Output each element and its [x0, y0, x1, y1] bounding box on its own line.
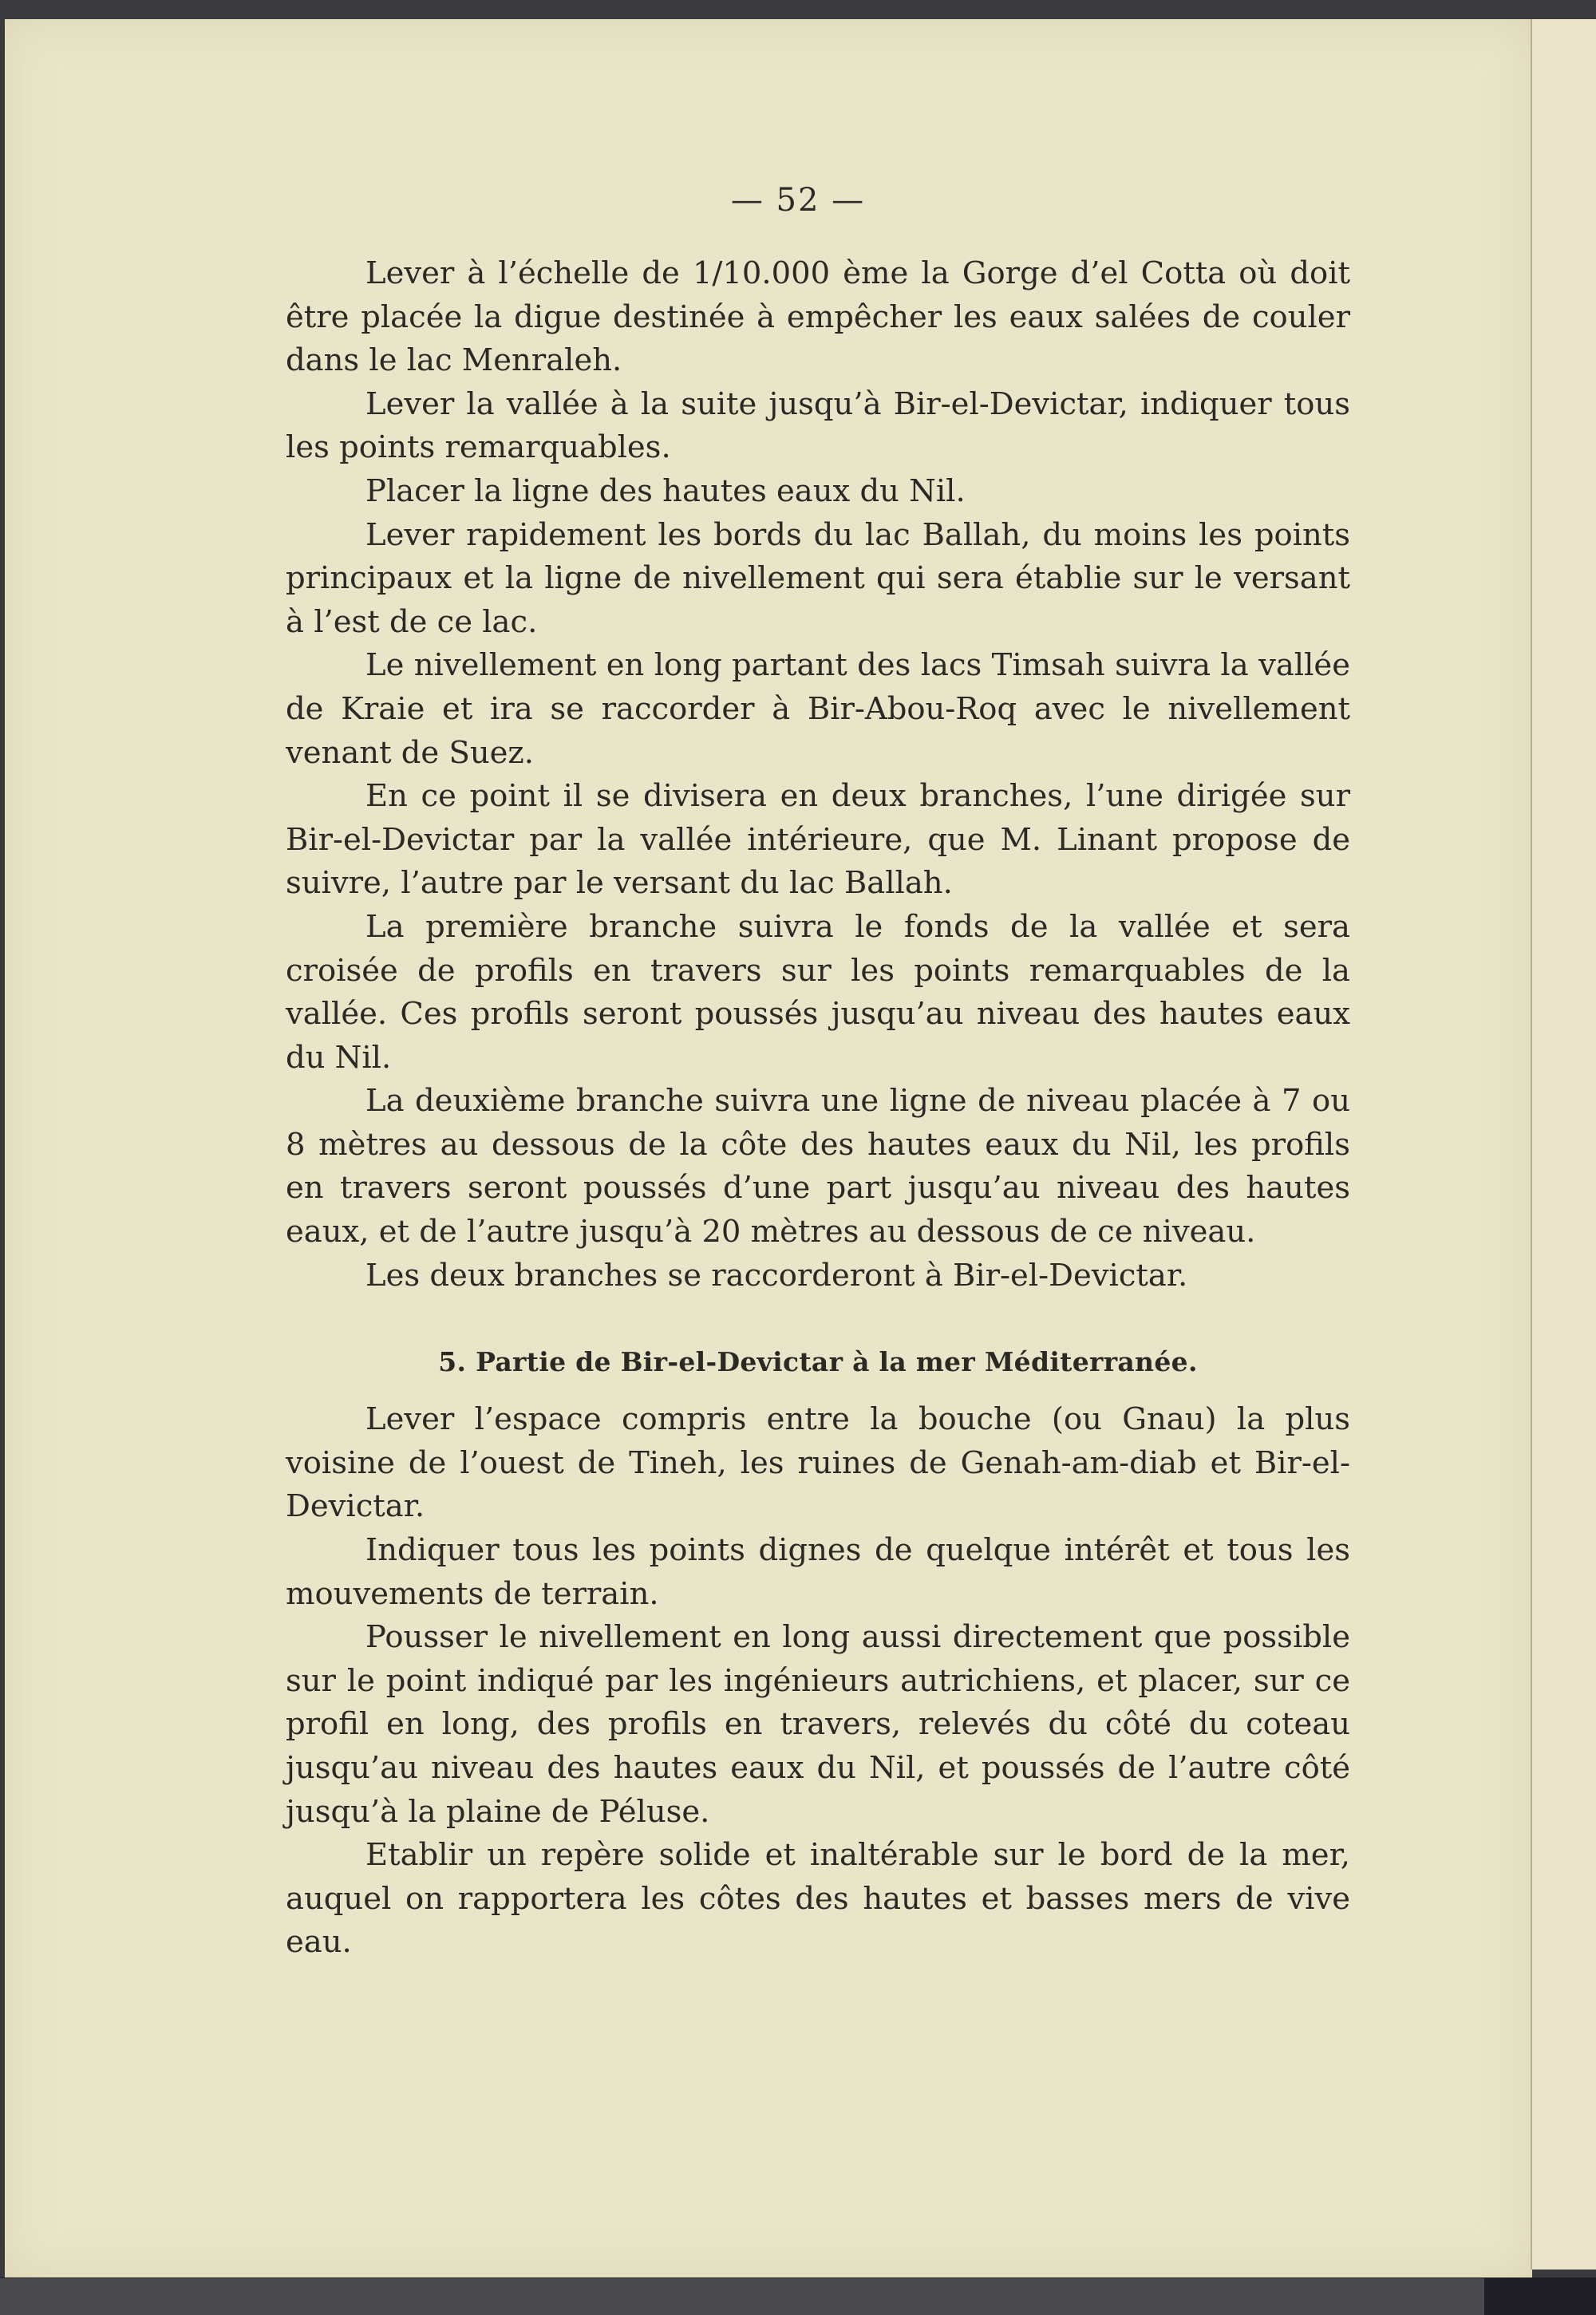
paragraph: Lever rapidement les bords du lac Ballah, du moins les points principaux et la ligne de nivellement qui sera établie sur le versant à l’est de ce lac. [286, 516, 1350, 640]
body-text [286, 252, 1350, 1965]
section-heading: 5. Partie de Bir-el-Devictar à la mer Méditerranée. [438, 1346, 1198, 1378]
paragraph: La deuxième branche suivra une ligne de niveau placée à 7 ou 8 mètres au dessous de la côte des hautes eaux du Nil, les profils en travers seront poussés d’une part jusqu’au niveau des hautes eaux, et de l’autre jusqu’à 20 mètres au dessous de ce niveau. [286, 1083, 1350, 1250]
paragraph: Lever à l’échelle de 1/10.000 ème la Gorge d’el Cotta où doit être placée la digue destinée à empêcher les eaux salées de couler dans le lac Menraleh. [286, 255, 1350, 379]
paragraph: En ce point il se divisera en deux branches, l’une dirigée sur Bir-el-Devictar par la vallée intérieure, que M. Linant propose de suivre, l’autre par le versant du lac Ballah. [286, 778, 1350, 902]
paragraph: Placer la ligne des hautes eaux du Nil. [365, 472, 966, 509]
paragraph: Le nivellement en long partant des lacs Timsah suivra la vallée de Kraie et ira se raccorder à Bir-Abou-Roq avec le nivellement venant de Suez. [286, 647, 1350, 771]
scan-background-top [0, 0, 1596, 19]
paragraph: Pousser le nivellement en long aussi directement que possible sur le point indiqué par les ingénieurs autrichiens, et placer, sur ce profil en long, des profils en travers, relevés du côté du coteau jusqu’au niveau des hautes eaux du Nil, et poussés de l’autre côté jusqu’à la plaine de Péluse. [286, 1619, 1350, 1830]
paragraph: Indiquer tous les points dignes de quelque intérêt et tous les mouvements de terrain. [286, 1532, 1350, 1612]
next-page-edge [1531, 19, 1596, 2270]
paragraph: La première branche suivra le fonds de la vallée et sera croisée de profils en travers sur les points remarquables de la vallée. Ces profils seront poussés jusqu’au niveau des hautes eaux du Nil. [286, 908, 1350, 1076]
scan-background-grey-card [0, 2278, 1484, 2315]
paragraph: Lever la vallée à la suite jusqu’à Bir-el-Devictar, indiquer tous les points remarquables. [286, 385, 1350, 466]
paragraph: Les deux branches se raccorderont à Bir-el-Devictar. [365, 1257, 1188, 1294]
paragraph: Etablir un repère solide et inaltérable sur le bord de la mer, auquel on rapportera les côtes des hautes et basses mers de vive eau. [286, 1837, 1350, 1961]
page-number: — 52 — [730, 182, 866, 219]
paragraph: Lever l’espace compris entre la bouche (ou Gnau) la plus voisine de l’ouest de Tineh, les ruines de Genah-am-diab et Bir-el-Devictar. [286, 1401, 1350, 1525]
